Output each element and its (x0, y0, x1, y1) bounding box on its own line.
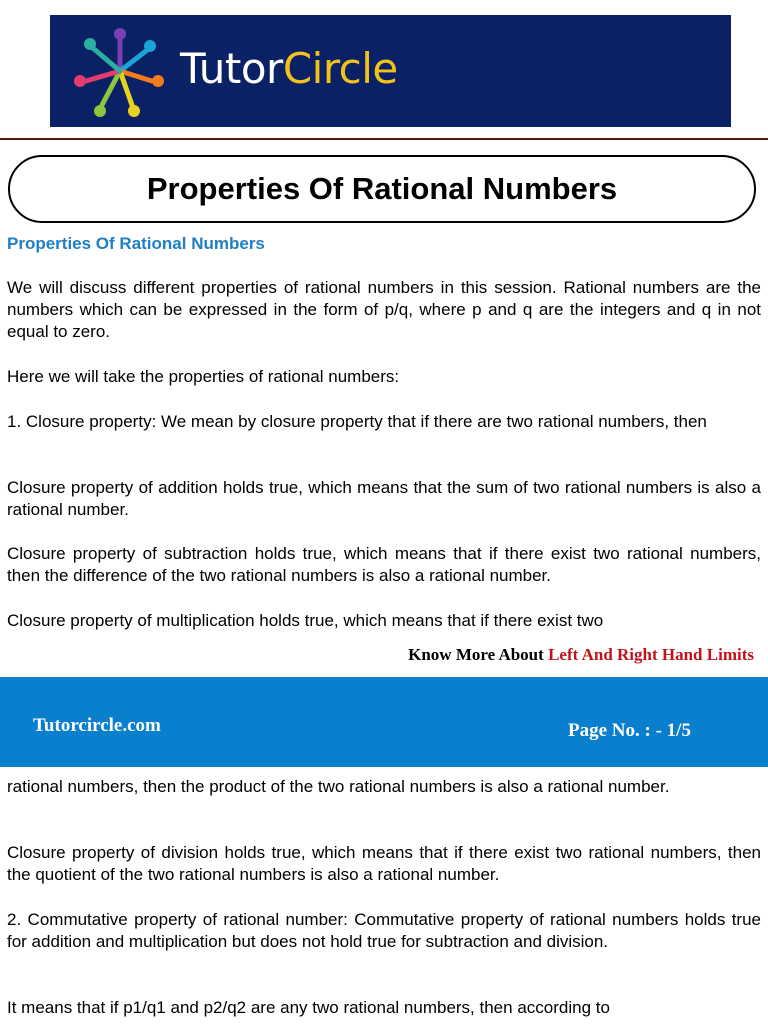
page-footer (0, 677, 768, 767)
body-paragraph: rational numbers, then the product of the two rational numbers is also a rational number. (7, 777, 670, 796)
page-title: Properties Of Rational Numbers (8, 155, 756, 223)
body-paragraph: Closure property of multiplication holds true, which means that if there exist two (7, 611, 604, 630)
body-paragraph: 1. Closure property: We mean by closure property that if there are two rational numbers, then (7, 412, 707, 431)
know-more-link[interactable]: Left And Right Hand Limits (548, 645, 754, 664)
logo-word-circle: Circle (282, 44, 398, 93)
body-paragraph: It means that if p1/q1 and p2/q2 are any two rational numbers, then according to (7, 998, 610, 1017)
logo-word-tutor: Tutor (180, 44, 283, 93)
know-more-line (408, 645, 754, 665)
logo-wordmark (180, 45, 398, 93)
section-heading: Properties Of Rational Numbers (7, 234, 265, 253)
body-paragraph: 2. Commutative property of rational number: Commutative property of rational numbers holds true for addition and multiplication but does not hold true for subtraction and division. (7, 910, 761, 951)
header-banner (50, 15, 731, 127)
header-divider (0, 138, 768, 140)
know-more-prefix: Know More About (408, 645, 544, 664)
body-paragraph: We will discuss different properties of rational numbers in this session. Rational numbers are the numbers which can be expressed in the form of p/q, where p and q are the integers and q in not equal to zero. (7, 278, 761, 341)
tutorcircle-logo-icon (72, 25, 168, 117)
body-paragraph: Closure property of subtraction holds true, which means that if there exist two rational numbers, then the difference of the two rational numbers is also a rational number. (7, 544, 761, 585)
footer-page-number: Page No. : - 1/5 (568, 720, 691, 741)
body-paragraph: Here we will take the properties of rational numbers: (7, 367, 400, 386)
body-paragraph: Closure property of division holds true, which means that if there exist two rational numbers, then the quotient of the two rational numbers is also a rational number. (7, 843, 761, 884)
body-paragraph: Closure property of addition holds true, which means that the sum of two rational numbers is also a rational number. (7, 478, 761, 519)
footer-site: Tutorcircle.com (33, 715, 161, 736)
